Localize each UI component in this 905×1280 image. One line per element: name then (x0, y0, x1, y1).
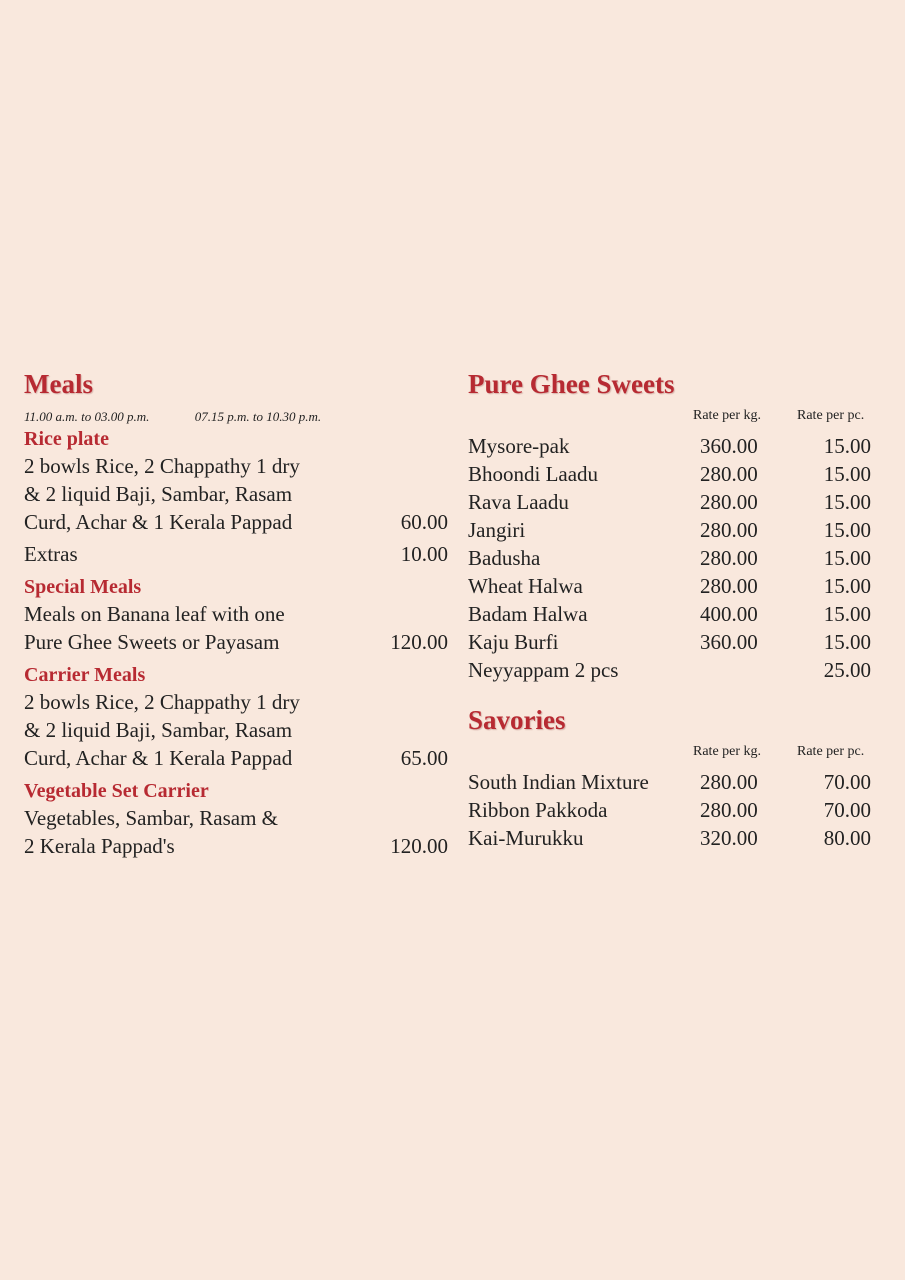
savory-item (468, 796, 893, 824)
vegetable-set-title: Vegetable Set Carrier (24, 780, 209, 802)
sweet-item-kg: 280.00 (700, 490, 758, 514)
sweet-item (468, 544, 893, 572)
vegetable-set-price: 120.00 (390, 834, 448, 858)
savory-item (468, 824, 893, 852)
special-meals-price: 120.00 (390, 630, 448, 654)
sweet-item (468, 488, 893, 516)
sweets-header-kg: Rate per kg. (693, 408, 762, 423)
sweets-rate-header (468, 404, 893, 428)
rice-plate-desc-line (24, 508, 452, 536)
sweet-item-kg: 280.00 (700, 462, 758, 486)
carrier-meals-price: 65.00 (400, 746, 448, 770)
savory-item-name: South Indian Mixture (468, 770, 649, 794)
sweet-item-name: Jangiri (468, 518, 526, 542)
extras-item (24, 540, 452, 568)
vegetable-set-desc-line: Vegetables, Sambar, Rasam & (24, 806, 279, 830)
savory-item (468, 768, 893, 796)
sweet-item-pc: 15.00 (823, 462, 871, 486)
savories-header-pc: Rate per pc. (797, 744, 865, 759)
sweet-item-pc: 15.00 (823, 574, 871, 598)
sweet-item-pc: 15.00 (823, 518, 871, 542)
carrier-meals-desc-text: Curd, Achar & 1 Kerala Pappad (24, 746, 293, 770)
sweet-item-pc: 15.00 (823, 434, 871, 458)
meals-title: Meals (24, 369, 93, 399)
savory-item-pc: 80.00 (823, 826, 871, 850)
sweet-item-pc: 15.00 (823, 630, 871, 654)
sweets-savories-section (468, 366, 893, 852)
sweet-item (468, 628, 893, 656)
rice-plate-title: Rice plate (24, 428, 109, 450)
savory-item-kg: 320.00 (700, 826, 758, 850)
sweet-item-kg: 400.00 (700, 602, 758, 626)
sweet-item (468, 572, 893, 600)
carrier-meals-desc-line (24, 744, 452, 772)
sweets-list (468, 432, 893, 684)
lunch-hours: 11.00 a.m. to 03.00 p.m. (24, 409, 150, 424)
special-meals-title: Special Meals (24, 576, 142, 598)
sweet-item-name: Neyyappam 2 pcs (468, 658, 619, 682)
special-meals-desc-line: Meals on Banana leaf with one (24, 602, 285, 626)
sweets-title: Pure Ghee Sweets (468, 369, 675, 399)
sweet-item-kg: 360.00 (700, 630, 758, 654)
rice-plate-desc-line: 2 bowls Rice, 2 Chappathy 1 dry (24, 454, 300, 478)
vegetable-set-item (24, 778, 452, 860)
savories-rate-header (468, 740, 893, 764)
sweet-item-kg: 280.00 (700, 574, 758, 598)
savory-item-pc: 70.00 (823, 798, 871, 822)
sweet-item-pc: 15.00 (823, 602, 871, 626)
carrier-meals-desc-line: 2 bowls Rice, 2 Chappathy 1 dry (24, 690, 300, 714)
rice-plate-price: 60.00 (400, 510, 448, 534)
sweet-item-pc: 15.00 (823, 490, 871, 514)
savory-item-name: Ribbon Pakkoda (468, 798, 608, 822)
sweet-item (468, 656, 893, 684)
meals-hours (24, 408, 452, 426)
sweet-item-name: Kaju Burfi (468, 630, 559, 654)
sweet-item-name: Badusha (468, 546, 541, 570)
sweet-item-name: Rava Laadu (468, 490, 569, 514)
sweets-header-pc: Rate per pc. (797, 408, 865, 423)
vegetable-set-desc-line (24, 832, 452, 860)
savories-header-kg: Rate per kg. (693, 744, 762, 759)
extras-price: 10.00 (400, 542, 448, 566)
savory-item-pc: 70.00 (823, 770, 871, 794)
carrier-meals-title: Carrier Meals (24, 664, 146, 686)
savories-title: Savories (468, 705, 566, 735)
sweet-item (468, 432, 893, 460)
dinner-hours: 07.15 p.m. to 10.30 p.m. (194, 409, 322, 424)
sweet-item-kg: 280.00 (700, 546, 758, 570)
rice-plate-desc-line: & 2 liquid Baji, Sambar, Rasam (24, 482, 293, 506)
sweet-item (468, 460, 893, 488)
sweet-item-name: Wheat Halwa (468, 574, 583, 598)
savories-list (468, 768, 893, 852)
extras-label: Extras (24, 542, 78, 566)
savory-item-kg: 280.00 (700, 770, 758, 794)
special-meals-desc-line (24, 628, 452, 656)
sweet-item-kg: 360.00 (700, 434, 758, 458)
vegetable-set-desc-text: 2 Kerala Pappad's (24, 834, 175, 858)
sweet-item-name: Badam Halwa (468, 602, 588, 626)
savory-item-kg: 280.00 (700, 798, 758, 822)
meals-section (24, 366, 452, 860)
sweet-item-kg: 280.00 (700, 518, 758, 542)
rice-plate-item (24, 426, 452, 536)
sweet-item-name: Mysore-pak (468, 434, 570, 458)
carrier-meals-desc-line: & 2 liquid Baji, Sambar, Rasam (24, 718, 293, 742)
sweet-item-pc: 15.00 (823, 546, 871, 570)
carrier-meals-item (24, 662, 452, 772)
sweet-item-pc: 25.00 (823, 658, 871, 682)
sweet-item (468, 516, 893, 544)
sweet-item-name: Bhoondi Laadu (468, 462, 599, 486)
special-meals-item (24, 574, 452, 656)
sweet-item (468, 600, 893, 628)
special-meals-desc-text: Pure Ghee Sweets or Payasam (24, 630, 280, 654)
savory-item-name: Kai-Murukku (468, 826, 584, 850)
rice-plate-desc-text: Curd, Achar & 1 Kerala Pappad (24, 510, 293, 534)
